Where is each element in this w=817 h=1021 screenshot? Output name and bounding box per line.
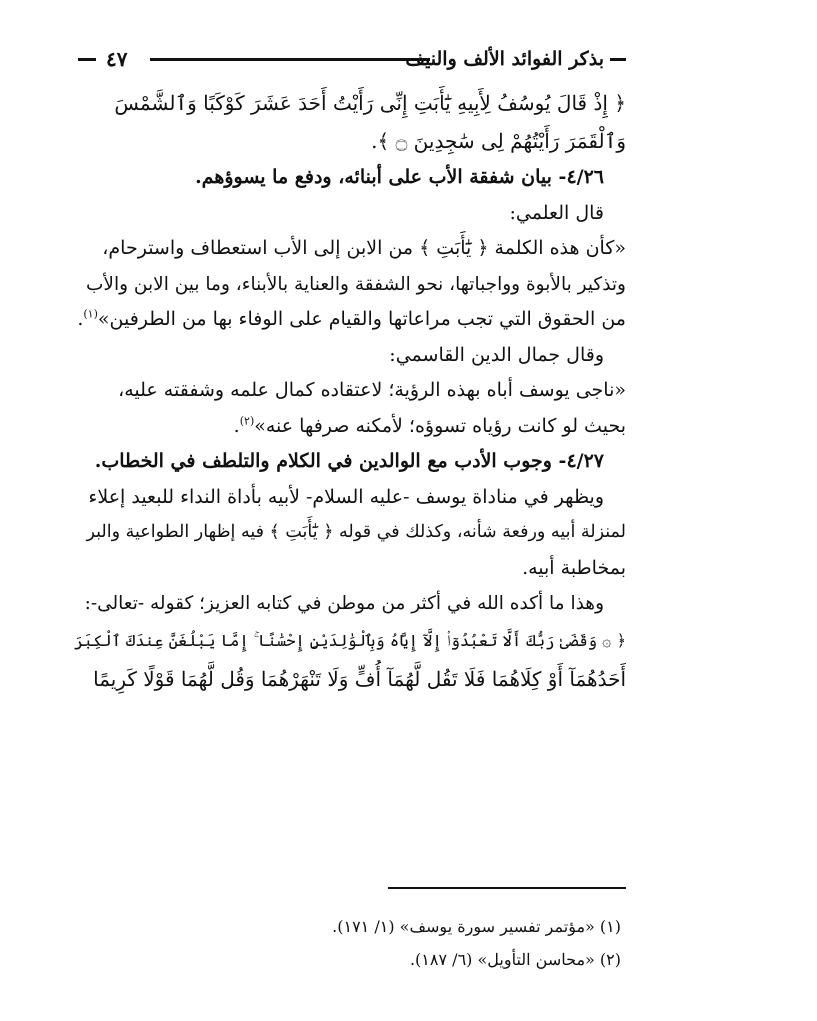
paragraph-line: «كأن هذه الكلمة ﴿ يَٰٓأَبَتِ ﴾ من الابن إلى الأب استعطاف واسترحام، [102,237,626,259]
section-heading: ٤/٢٧- وجوب الأدب مع الوالدين في الكلام والتلطف في الخطاب. [94,450,604,472]
quran-verse-line: ﴿ إِذْ قَالَ يُوسُفُ لِأَبِيهِ يَٰٓأَبَتِ إِنِّى رَأَيْتُ أَحَدَ عَشَرَ كَوْكَبًا وَٱلشَّمْسَ [114,91,626,115]
paragraph-line [74,409,626,445]
quran-verse-line: ﴿ ۞ وَقَضَىٰ رَبُّكَ أَلَّا تَعْبُدُوٓا۟ إِلَّآ إِيَّاهُ وَبِٱلْوَٰلِدَيْنِ إِحْسَٰنًا ۚ إِمَّا يَبْلُغَنَّ عِندَكَ ٱلْكِبَرَ [74,630,626,650]
footnote: (١) «مؤتمر تفسير سورة يوسف» (١/ ١٧١). [332,917,621,936]
header-rule [150,58,430,61]
header-dash-left [78,58,96,61]
period: . [77,308,84,330]
page-number: ٤٧ [106,47,128,71]
footnote-separator [388,887,626,889]
footnote: (٢) «محاسن التأويل» (٦/ ١٨٧). [409,950,621,969]
paragraph-line-text: بحيث لو كانت رؤياه تسوؤه؛ لأمكنه صرفها عنه» [254,414,626,437]
section-heading: ٤/٢٦- بيان شفقة الأب على أبنائه، ودفع ما يسوؤهم. [195,166,604,188]
quran-verse-line: أَحَدُهُمَآ أَوْ كِلَاهُمَا فَلَا تَقُل لَّهُمَآ أُفٍّ وَلَا تَنْهَرْهُمَا وَقُل لَّهُمَا قَوْلًا كَرِيمًا [93,666,626,691]
quote-attribution: قال العلمي: [509,201,604,224]
paragraph-line: «ناجى يوسف أباه بهذه الرؤية؛ لاعتقاده كمال علمه وشفقته عليه، [118,379,626,401]
paragraph-line: بمخاطبة أبيه. [522,556,626,579]
footnotes [201,910,621,976]
paragraph-line-text: من الحقوق التي تجب مراعاتها والقيام على الوفاء بها من الطرفين» [97,308,626,330]
paragraph-line: ويظهر في مناداة يوسف -عليه السلام- لأبيه بأداة النداء للبعيد إعلاء [88,485,604,508]
running-title: بذكر الفوائد الألف والنيف [405,48,604,70]
header-dash-right [610,58,626,61]
paragraph-line: لمنزلة أبيه ورفعة شأنه، وكذلك في قوله ﴿ يَٰٓأَبَتِ ﴾ فيه إظهار الطواعية والبر [86,522,626,542]
quran-verse-line: وَٱلْقَمَرَ رَأَيْتُهُمْ لِى سَٰجِدِينَ ۝ ﴾. [371,129,626,153]
paragraph-line: وتذكير بالأبوة وواجباتها، نحو الشفقة والعناية بالأبناء، وما بين الابن والأب [86,273,626,295]
body-text [74,84,626,698]
paragraph-line [74,302,626,338]
footnote-ref: (٢) [239,414,255,428]
quote-attribution: وقال جمال الدين القاسمي: [389,343,604,366]
paragraph-line: وهذا ما أكده الله في أكثر من موطن في كتابه العزيز؛ كقوله -تعالى-: [84,593,604,614]
footnote-ref: (١) [83,307,98,321]
page-header [78,44,626,74]
period: . [233,414,240,437]
